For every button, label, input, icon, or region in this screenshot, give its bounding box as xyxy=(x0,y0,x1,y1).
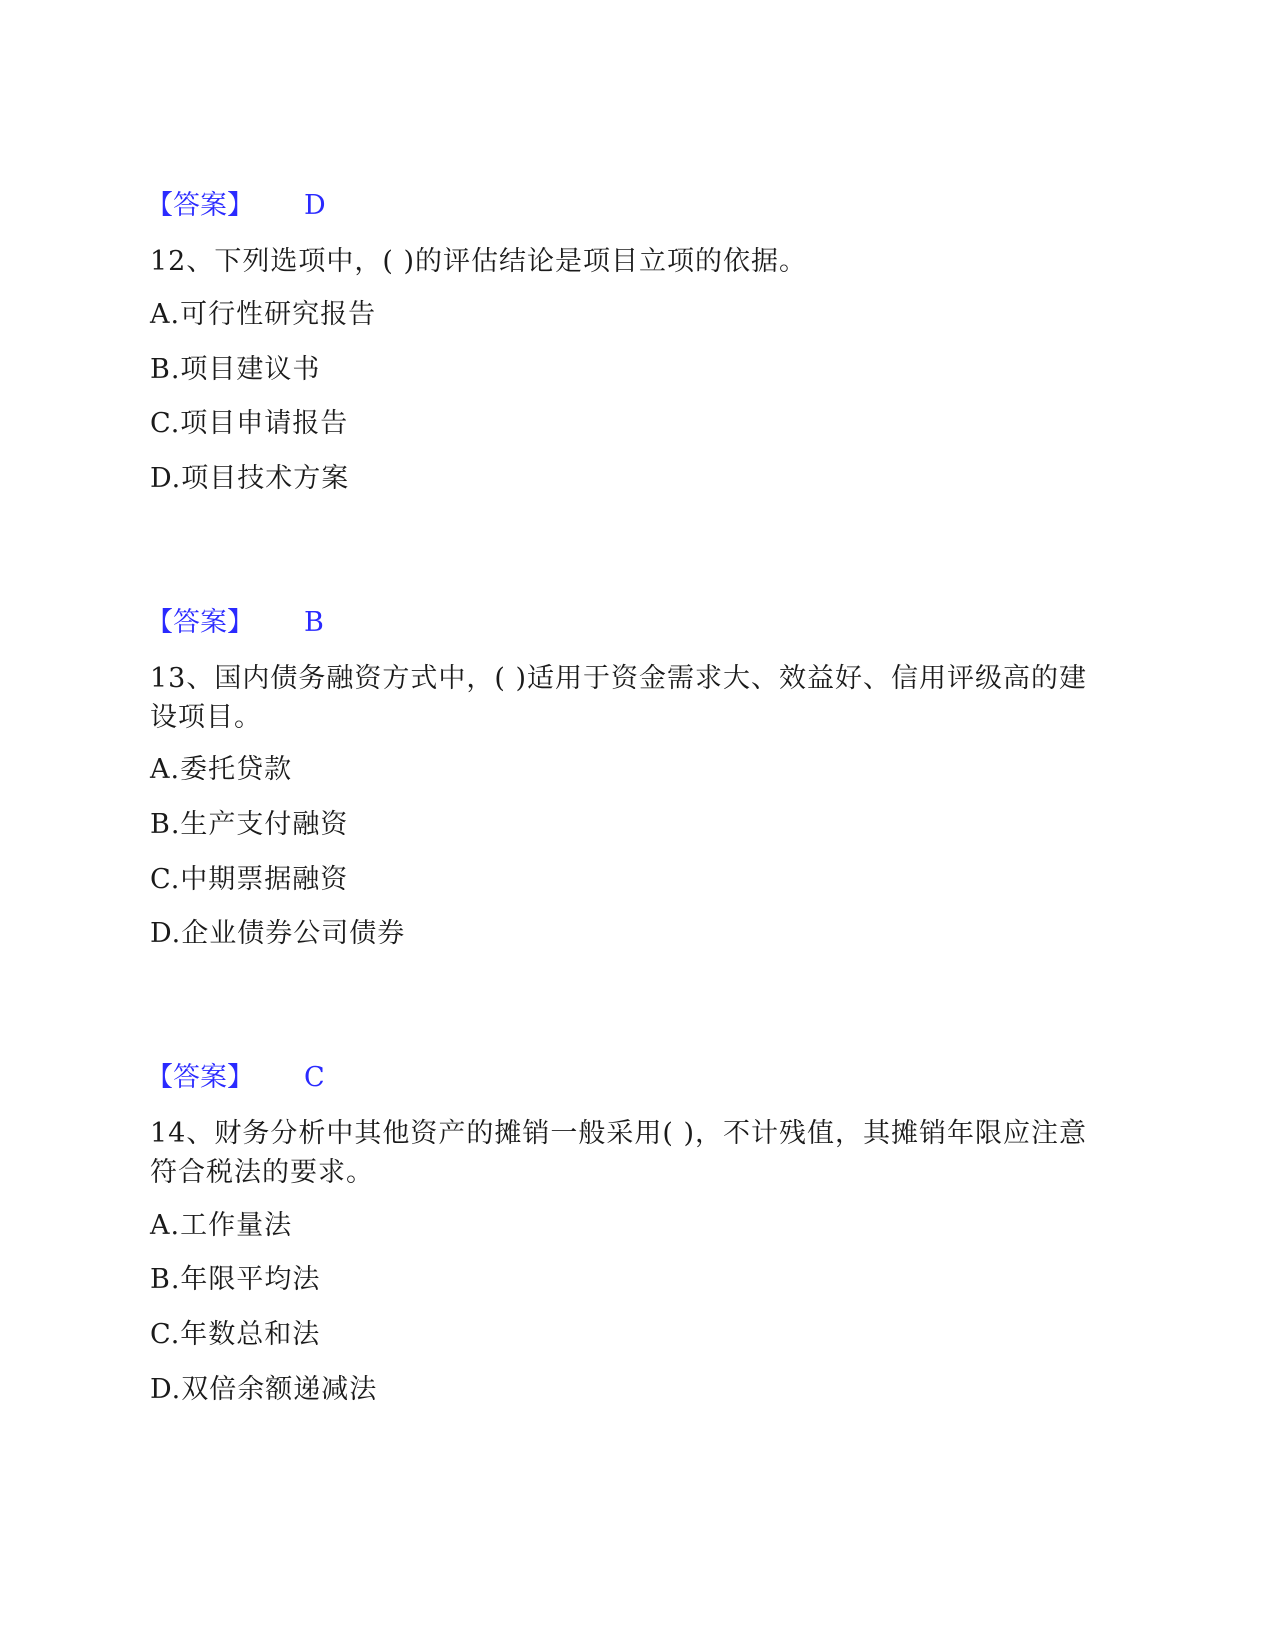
answer-value: B xyxy=(304,607,324,638)
question-12-text: 12、下列选项中，( )的评估结论是项目立项的依据。 xyxy=(150,246,808,277)
question-14-option-c: C.年数总和法 xyxy=(150,1319,321,1350)
answer-line-13 xyxy=(146,1060,325,1096)
answer-line-12 xyxy=(146,605,324,641)
question-14-option-d: D.双倍余额递减法 xyxy=(150,1374,378,1405)
question-14-option-b: B.年限平均法 xyxy=(150,1264,321,1295)
answer-line-11 xyxy=(146,188,326,224)
question-13-option-d: D.企业债券公司债券 xyxy=(150,918,406,949)
answer-value: D xyxy=(304,190,326,221)
answer-label: 【答案】 xyxy=(146,1062,254,1093)
question-12-option-c: C.项目申请报告 xyxy=(150,408,349,439)
question-13-option-c: C.中期票据融资 xyxy=(150,864,349,895)
question-14-text: 14、财务分析中其他资产的摊销一般采用( )，不计残值，其摊销年限应注意符合税法的要求。 xyxy=(150,1118,1088,1188)
answer-label: 【答案】 xyxy=(146,190,254,221)
question-13-text: 13、国内债务融资方式中，( )适用于资金需求大、效益好、信用评级高的建设项目。 xyxy=(150,663,1088,733)
question-12-option-d: D.项目技术方案 xyxy=(150,463,350,494)
answer-label: 【答案】 xyxy=(146,607,254,638)
question-14-option-a: A.工作量法 xyxy=(150,1210,293,1241)
question-13-option-b: B.生产支付融资 xyxy=(150,809,349,840)
question-12-option-b: B.项目建议书 xyxy=(150,354,321,385)
question-12-option-a: A.可行性研究报告 xyxy=(150,299,377,330)
answer-value: C xyxy=(304,1062,325,1093)
question-13-option-a: A.委托贷款 xyxy=(150,754,293,785)
